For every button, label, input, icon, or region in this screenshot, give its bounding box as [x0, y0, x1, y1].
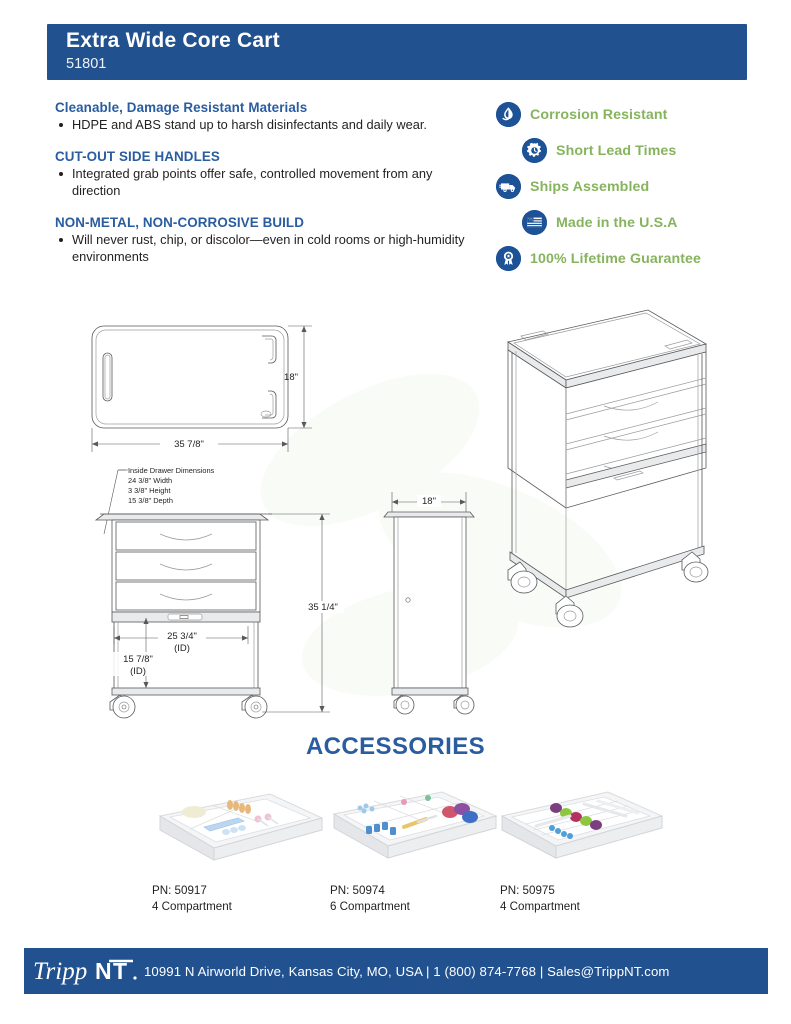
accessory-item: [500, 772, 715, 915]
accessory-tray-image: [152, 772, 327, 877]
top-view-width-label: 35 7/8": [174, 439, 204, 450]
feature-heading: NON-METAL, NON-CORROSIVE BUILD: [55, 214, 304, 230]
badge-label: Corrosion Resistant: [530, 106, 668, 123]
caster: [394, 695, 414, 714]
badge-short-lead-times: [496, 136, 761, 165]
page-title: Extra Wide Core Cart: [66, 29, 280, 53]
truck-icon: [496, 174, 521, 199]
caster: [556, 596, 583, 627]
callout-line-1: 24 3/8" Width: [128, 476, 173, 485]
model-number: 51801: [66, 55, 107, 72]
badge-ships-assembled: [496, 172, 761, 201]
footer-band: [24, 948, 768, 994]
accessory-part-number: PN: 50975: [500, 884, 555, 897]
front-inner-depth-label: 15 7/8": [123, 654, 153, 665]
caster: [242, 695, 267, 718]
front-height-label: 35 1/4": [308, 602, 338, 613]
feature-block-materials: [55, 100, 475, 134]
front-inner-width-label: 25 3/4": [167, 631, 197, 642]
badge-label: Short Lead Times: [556, 142, 677, 159]
benefit-badge-list: [496, 100, 761, 280]
feature-bullet: Integrated grab points offer safe, controlled movement from any direction: [55, 166, 475, 200]
accessories-row: [0, 772, 791, 932]
usa-flag-icon: [522, 210, 547, 235]
accessory-tray-image: [500, 772, 675, 877]
feature-list-section: [55, 100, 475, 280]
accessory-part-number: PN: 50917: [152, 884, 207, 897]
svg-text:T: T: [113, 958, 128, 984]
feature-block-build: [55, 215, 475, 266]
callout-line-2: 3 3/8" Height: [128, 486, 171, 495]
callout-title: Inside Drawer Dimensions: [128, 466, 215, 475]
gear-icon: [522, 138, 547, 163]
caster: [508, 562, 537, 593]
badge-lifetime-guarantee: [496, 244, 761, 273]
feature-heading: Cleanable, Damage Resistant Materials: [55, 100, 308, 115]
top-view-drawing: [92, 326, 312, 452]
callout-line-3: 15 3/8" Depth: [128, 496, 173, 505]
accessory-compartments: 4 Compartment: [152, 899, 232, 913]
badge-label: 100% Lifetime Guarantee: [530, 250, 702, 267]
caster: [682, 552, 708, 582]
accessory-part-number: PN: 50974: [330, 884, 385, 897]
svg-text:N: N: [95, 958, 112, 984]
badge-made-in-usa: [496, 208, 761, 237]
feature-bullet: HDPE and ABS stand up to harsh disinfectants and daily wear.: [55, 117, 475, 134]
badge-label: Made in the U.S.A: [556, 214, 678, 231]
water-drop-icon: [496, 102, 521, 127]
caster: [454, 695, 474, 714]
svg-text:Tripp: Tripp: [33, 958, 88, 985]
feature-bullet: Will never rust, chip, or discolor—even in cold rooms or high-humidity environments: [55, 232, 475, 266]
award-ribbon-icon: [496, 246, 521, 271]
accessories-title: ACCESSORIES: [305, 733, 486, 760]
badge-label: Ships Assembled: [530, 178, 650, 195]
top-view-depth-label: 18": [284, 372, 298, 383]
feature-bullets: [55, 117, 475, 134]
product-header-band: [47, 24, 747, 80]
front-inner-width-note: (ID): [174, 643, 190, 654]
accessory-tray-image: [330, 772, 505, 877]
caster: [110, 695, 135, 718]
side-view-drawing: [384, 492, 474, 714]
accessory-caption: [500, 883, 715, 915]
technical-drawings: [0, 296, 791, 726]
accessory-compartments: 6 Compartment: [330, 899, 410, 913]
side-view-width-label: 18": [422, 496, 436, 507]
accessory-compartments: 4 Compartment: [500, 899, 580, 913]
feature-block-handles: [55, 149, 475, 200]
feature-bullets: [55, 232, 475, 266]
trippnt-logo: [24, 953, 144, 989]
isometric-cart-drawing: [508, 310, 708, 627]
front-view-drawing: [96, 514, 344, 718]
footer-contact-info: 10991 N Airworld Drive, Kansas City, MO, USA | 1 (800) 874-7768 | Sales@TrippNT.com: [144, 963, 670, 979]
feature-bullets: [55, 166, 475, 200]
feature-heading: CUT-OUT SIDE HANDLES: [55, 148, 220, 164]
badge-corrosion-resistant: [496, 100, 761, 129]
front-inner-depth-note: (ID): [130, 666, 146, 677]
